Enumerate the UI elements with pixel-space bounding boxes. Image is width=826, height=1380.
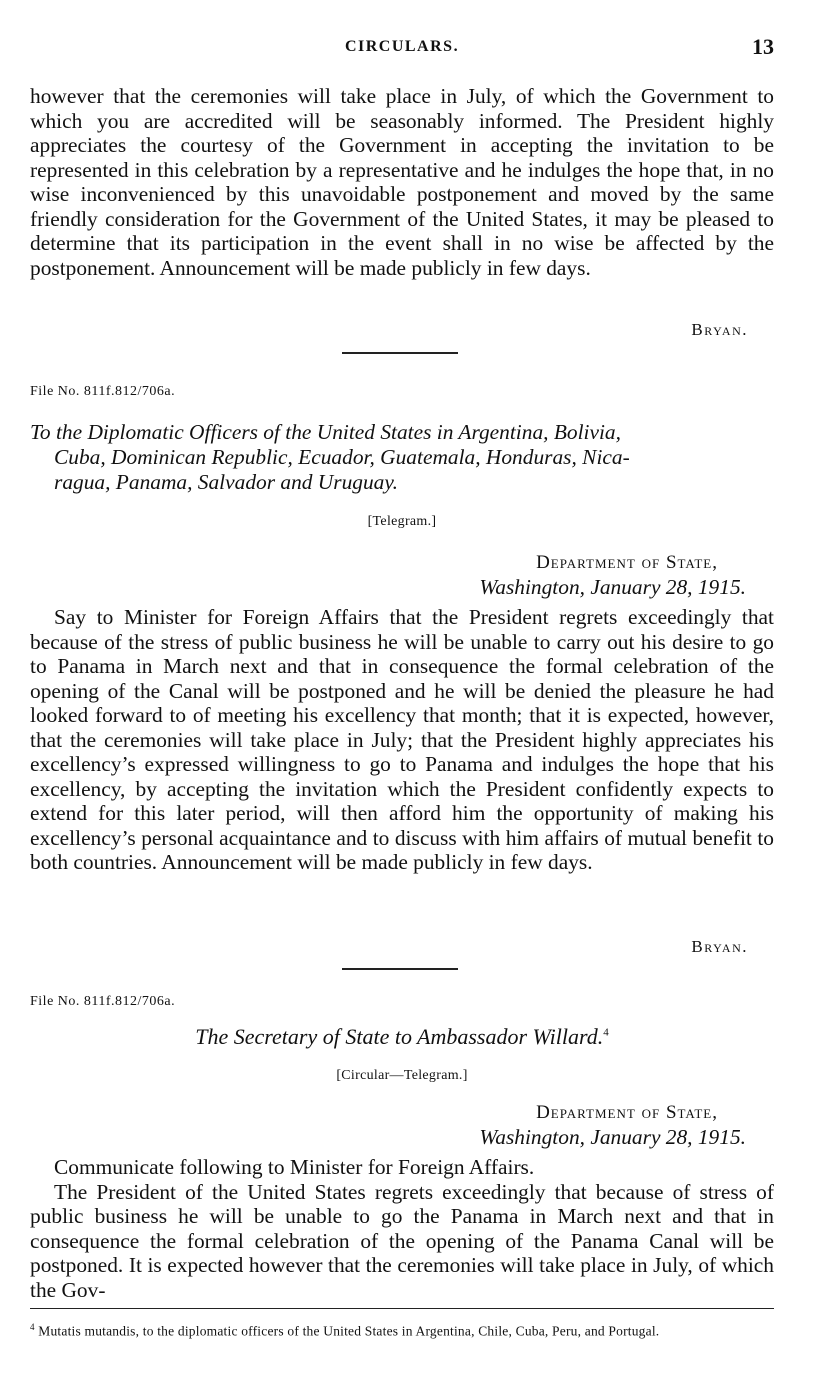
file-number: File No. 811f.812/706a. — [30, 994, 176, 1009]
addressee-line: Cuba, Dominican Republic, Ecuador, Guatemala, Honduras, Nica- — [54, 445, 630, 469]
section-divider — [342, 352, 458, 354]
circular-telegram-label: [Circular—Telegram.] — [336, 1068, 468, 1083]
addressee-line: ragua, Panama, Salvador and Uruguay. — [54, 470, 399, 494]
dateline: Washington, January 28, 1915. — [479, 1125, 746, 1149]
telegram-body — [30, 605, 774, 875]
footnote-mark: 4 — [30, 1322, 35, 1332]
telegram-label: [Telegram.] — [367, 514, 437, 529]
footnote — [30, 1320, 774, 1339]
signature-bryan-2: Bryan. — [691, 937, 748, 956]
footnote-reference: 4 — [603, 1026, 609, 1039]
signature-bryan-1: Bryan. — [691, 320, 748, 339]
circular-paragraph: The President of the United States regrets exceedingly that because of stress of public business he will be unable to go the Panama in March next and that in consequence the formal celebration of the opening of the Panama Canal will be postponed. It is expected however that the ceremonies will take place in July, of which the Gov- — [30, 1179, 774, 1302]
department-heading: Department of State, — [536, 1102, 718, 1123]
department-heading: Department of State, — [536, 552, 718, 573]
running-header-title: CIRCULARS. — [344, 38, 460, 55]
document-title — [30, 1024, 774, 1050]
running-header — [30, 34, 774, 58]
file-number: File No. 811f.812/706a. — [30, 384, 176, 399]
telegram-body-text: Say to Minister for Foreign Affairs that the President regrets exceedingly that because of the stress of public business he will be unable to carry out his desire to go to Panama in March next and that in consequence the formal celebration of the opening of the Canal will be postponed and he will be denied the pleasure he had looked forward to of meeting his excellency that month; that it is expected, however, that the ceremonies will take place in July; that the President highly appreciates his excellency’s expressed willingness to go to Panama and indulges the hope that his excellency, by accepting the invitation which the President confidently expects to extend for this later period, will then afford him the opportunity of making his excellency’s personal acquaintance and to discuss with him affairs of mutual benefit to both countries. Announcement will be made publicly in few days. — [30, 605, 774, 874]
footnote-text: Mutatis mutandis, to the diplomatic officers of the United States in Argentina, Chile, Cuba, Peru, and Portugal. — [38, 1323, 660, 1339]
dateline: Washington, January 28, 1915. — [479, 575, 746, 599]
addressee — [30, 420, 774, 495]
section-divider — [342, 968, 458, 970]
footnote-rule — [30, 1308, 774, 1309]
circular-paragraph: Communicate following to Minister for Foreign Affairs. — [54, 1155, 535, 1179]
circular-body — [30, 1155, 774, 1302]
continued-paragraph — [30, 84, 774, 280]
continued-paragraph-text: however that the ceremonies will take place in July, of which the Government to which you are accredited will be seasonably informed. The President highly appreciates the courtesy of the Government in accepting the invitation to be represented in this celebration by a representative and he indulges the hope that, in no wise inconvenienced by this unavoidable postponement and moved by the same friendly consideration for the Government of the United States, it may be pleased to determine that its participation in the event shall in no wise be affected by the postponement. Announcement will be made publicly in few days. — [30, 84, 774, 280]
page-number: 13 — [752, 34, 774, 59]
document-title-text: The Secretary of State to Ambassador Willard. — [195, 1024, 604, 1049]
addressee-line: To the Diplomatic Officers of the United States in Argentina, Bolivia, — [30, 420, 621, 444]
